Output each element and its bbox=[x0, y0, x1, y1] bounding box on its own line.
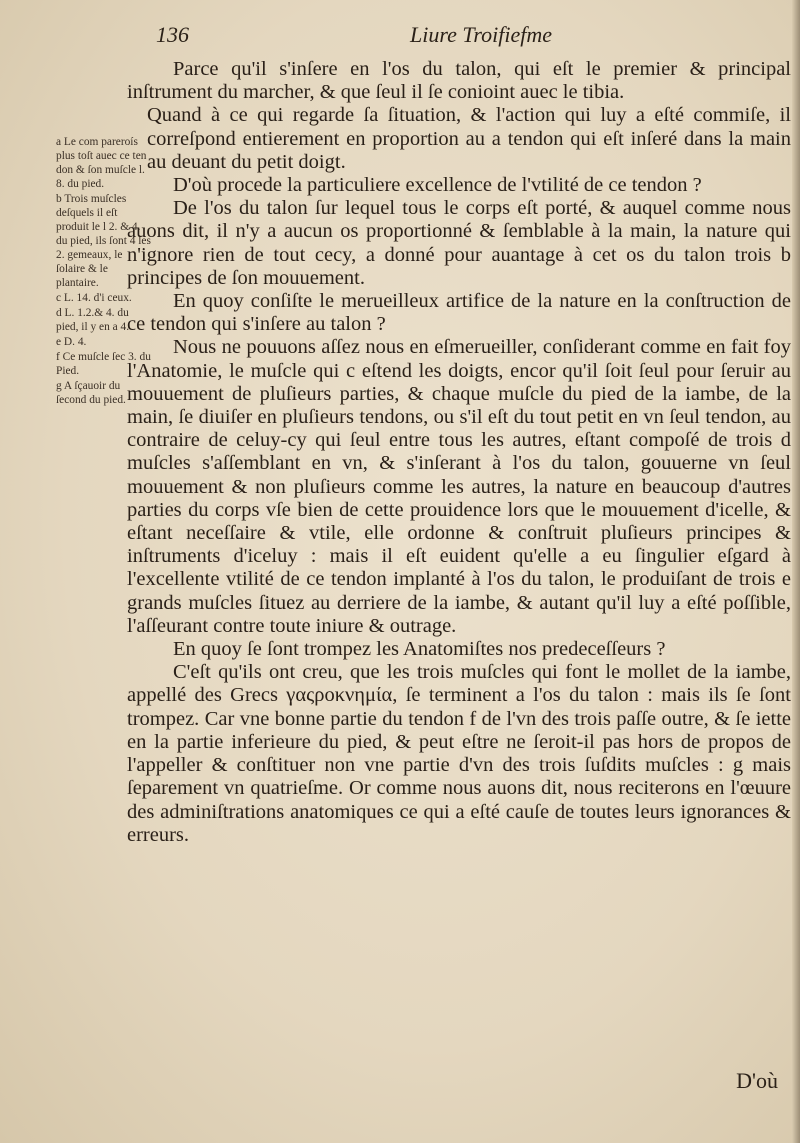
margin-note-g: g A ſçauoir du ſecond du pied. bbox=[56, 380, 126, 406]
paragraph: Nous ne pouuons aſſez nous en eſmerueiller, conſiderant comme en fait foy l'Anatomie, le muſcle qui c eſtend les doigts, encor qu'il ſoit ſeul pour ſeruir au mouuement de pluſieurs parties, & chaque muſcle du pied de la iambe, de la main, ſe diuiſer en pluſieurs tendons, ou s'il eſt du tout petit en vn ſeul tendon, au contraire de celuy-cy qui ſeul entre tous les autres, eſtant compoſé de trois d muſcles s'aſſemblant en vn, & s'inſerant à l'os du talon, gouuerne vn ſeul mouuement & non pluſieurs comme les autres, la nature en beaucoup d'autres parties du corps vſe bien de cette prouidence lors que le mouuement d'icelle, & eſtant neceſſaire & vtile, elle ordonne & conſtruit pluſieurs principes & inſtruments d'iceluy : mais il eſt euident qu'elle a eu ſingulier eſgard à l'excellente vtilité de ce tendon implanté à l'os du talon, le produiſant de trois e grands muſcles ſituez au derriere de la iambe, & autant qu'il luy a eſté poſſible, l'aſſeurant contre toute iniure & outrage. bbox=[127, 336, 791, 637]
margin-note-a: a Le com pareroís plus toſt auec ce ten don & ſon muſcle l. 8. du pied. bbox=[56, 136, 147, 190]
paragraph: Parce qu'il s'inſere en l'os du talon, qui eſt le premier & principal inſtrument du marcher, & que ſeul il ſe conioint auec le tibia. bbox=[127, 58, 791, 104]
margin-note-f: f Ce muſcle ſec 3. du Pied. bbox=[56, 351, 151, 377]
paragraph: De l'os du talon ſur lequel tous le corps eſt porté, & auquel comme nous auons dit, il n'y a aucun os proportionné & ſemblable à la main, la nature qui n'ignore rien de tout cecy, a donné pour auantage à cet os du talon trois b principes de ſon mouuement. bbox=[127, 197, 791, 289]
question: D'où procede la particuliere excellence de l'vtilité de ce tendon ? bbox=[173, 174, 702, 197]
margin-note-e: e D. 4. bbox=[56, 336, 87, 348]
margin-note-b: b Trois muſcles deſquels il eſt produit le l 2. & 4. du pied, ils ſont 4 les 2. gemeaux, le ſolaire & le plantaire. bbox=[56, 193, 151, 289]
page-header bbox=[0, 22, 792, 52]
page-edge bbox=[792, 0, 800, 1143]
margin-note-d: d L. 1.2.& 4. du pied, il y en a 4. bbox=[56, 307, 130, 333]
question: Quand à ce qui regarde ſa ſituation, & l'action qui luy a eſté commiſe, il correſpond entierement en proportion au a tendon qui eſt inſeré dans la main au deuant du petit doigt. bbox=[147, 104, 791, 173]
running-head: Liure Troifiefme bbox=[410, 22, 552, 47]
paragraph: C'eſt qu'ils ont creu, que les trois muſcles qui font le mollet de la iambe, appellé des Grecs γαςροκνημία, ſe terminent a l'os du talon : mais ils ſe ſont trompez. Car vne bonne partie du tendon f de l'vn des trois paſſe outre, & ſe iette en la partie inferieure du pied, & peut eſtre ne ſeroit-il pas hors de propos de l'appeller & conſtituer non vne partie d'vn des trois ſuſdits muſcles : g mais ſeparement vn quatrieſme. Or comme nous auons dit, nous reciterons en l'œuure des adminiſtrations anatomiques ce qui a eſté cauſe de toutes leurs ignorances & erreurs. bbox=[127, 661, 791, 846]
catchword: D'où bbox=[736, 1068, 778, 1093]
main-text bbox=[127, 58, 791, 847]
question: En quoy conſiſte le merueilleux artifice de la nature en la conſtruction de ce tendon qui s'inſere au talon ? bbox=[127, 290, 791, 336]
page-number: 136 bbox=[156, 22, 189, 47]
margin-note-c: c L. 14. d'i ceux. bbox=[56, 292, 132, 304]
question: En quoy ſe ſont trompez les Anatomiſtes nos predeceſſeurs ? bbox=[173, 638, 666, 661]
